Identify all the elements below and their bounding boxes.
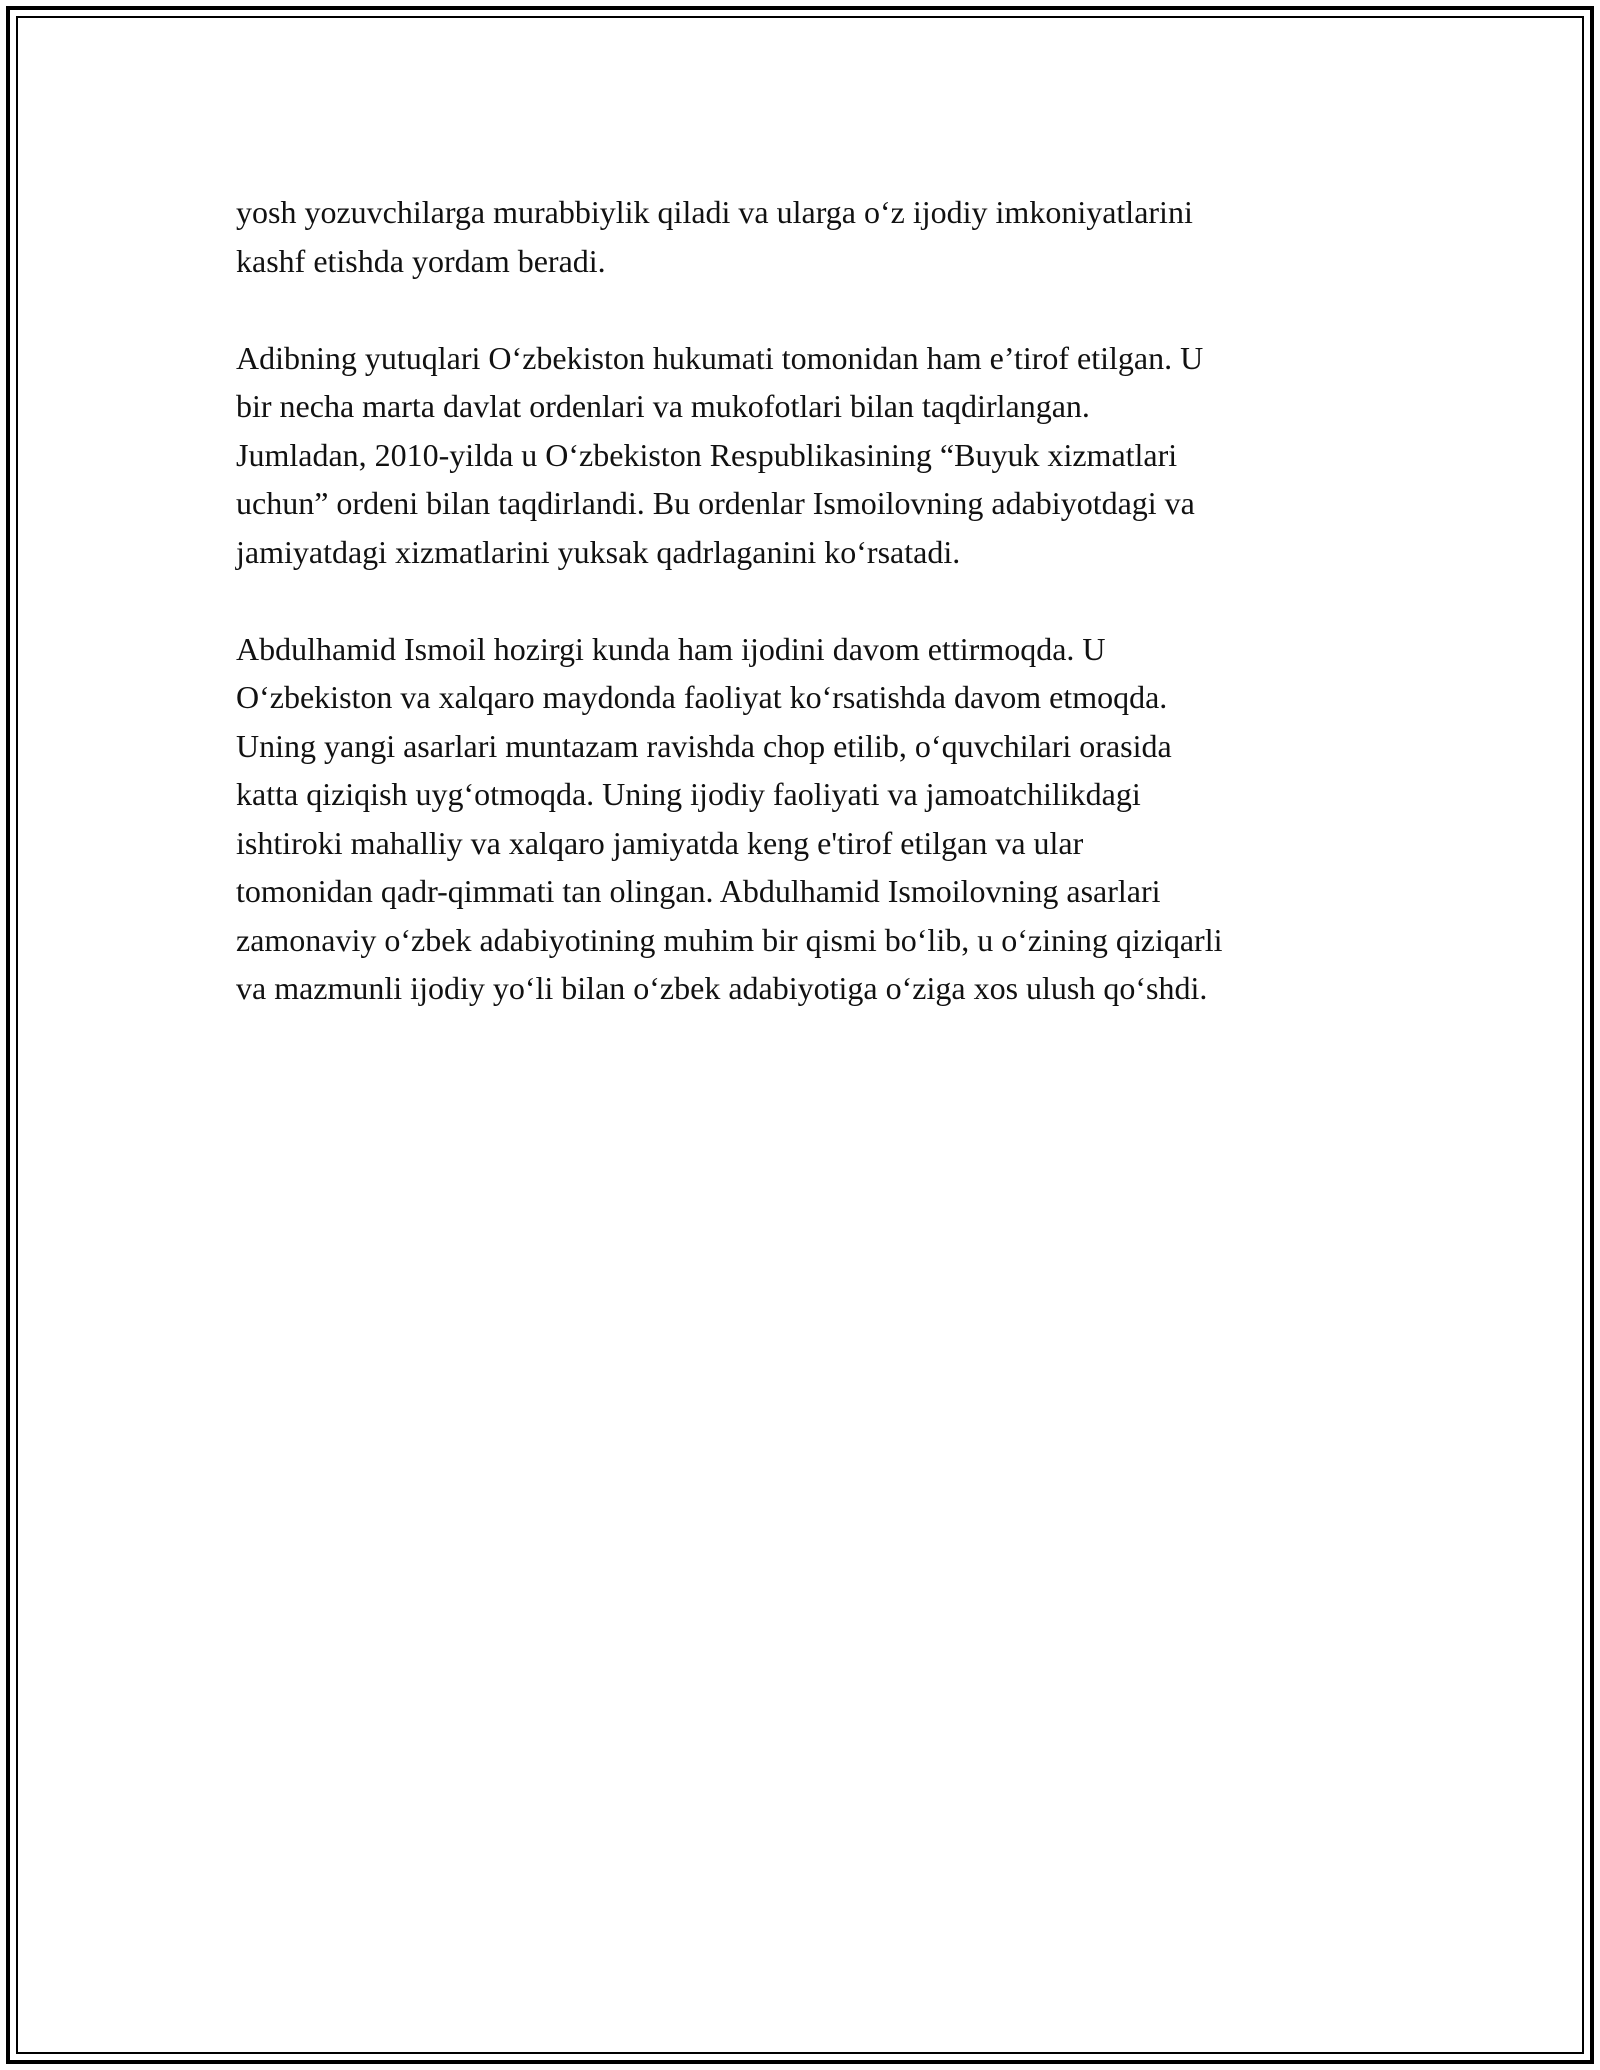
text-line: va mazmunli ijodiy yo‘li bilan o‘zbek adabiyotiga o‘ziga xos ulush qo‘shdi. <box>236 970 1208 1006</box>
text-line: tomonidan qadr-qimmati tan olingan. Abdulhamid Ismoilovning asarlari <box>236 873 1161 909</box>
document-body <box>236 188 1386 1061</box>
text-line: Jumladan, 2010-yilda u O‘zbekiston Respublikasining “Buyuk xizmatlari <box>236 436 1178 473</box>
text-line: katta qiziqish uyg‘otmoqda. Uning ijodiy faoliyati va jamoatchilikdagi <box>236 776 1141 812</box>
text-line: Abdulhamid Ismoil hozirgi kunda ham ijodini davom ettirmoqda. U <box>236 630 1106 667</box>
paragraph-3 <box>236 625 1386 1013</box>
text-line: yosh yozuvchilarga murabbiylik qiladi va ularga o‘z ijodiy imkoniyatlarini <box>236 194 1193 230</box>
text-line: bir necha marta davlat ordenlari va mukofotlari bilan taqdirlangan. <box>236 388 1090 424</box>
paragraph-2 <box>236 334 1386 577</box>
text-line: zamonaviy o‘zbek adabiyotining muhim bir qismi bo‘lib, u o‘zining qiziqarli <box>236 921 1223 958</box>
text-line: Adibning yutuqlari O‘zbekiston hukumati tomonidan ham e’tirof etilgan. U <box>236 339 1204 376</box>
text-line: O‘zbekiston va xalqaro maydonda faoliyat ko‘rsatishda davom etmoqda. <box>236 679 1168 715</box>
text-line: jamiyatdagi xizmatlarini yuksak qadrlaganini ko‘rsatadi. <box>236 533 961 570</box>
text-line: uchun” ordeni bilan taqdirlandi. Bu ordenlar Ismoilovning adabiyotdagi va <box>236 485 1195 521</box>
text-line: ishtiroki mahalliy va xalqaro jamiyatda keng e'tirof etilgan va ular <box>236 824 1084 861</box>
text-line: kashf etishda yordam beradi. <box>236 242 606 279</box>
paragraph-1 <box>236 188 1386 285</box>
text-line: Uning yangi asarlari muntazam ravishda chop etilib, o‘quvchilari orasida <box>236 727 1172 764</box>
